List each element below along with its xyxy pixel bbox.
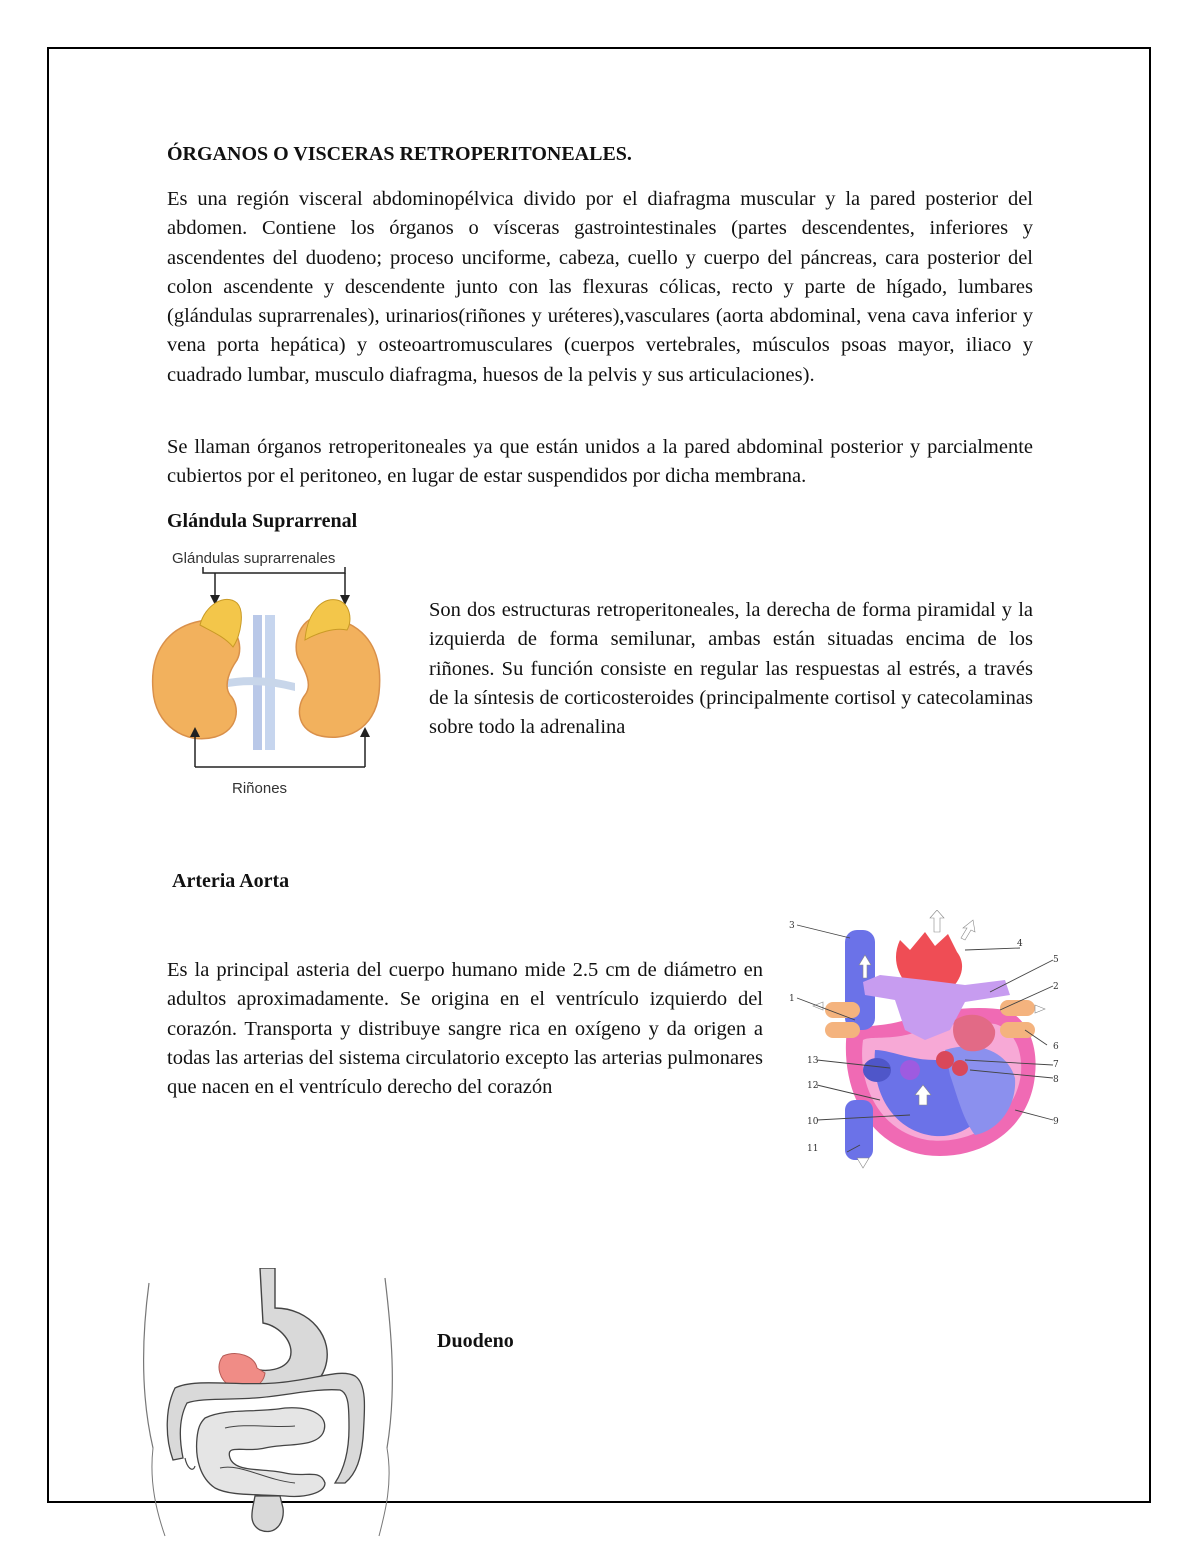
adrenal-figure-bottom-label: Riñones	[232, 780, 288, 797]
adrenal-heading: Glándula Suprarrenal	[167, 510, 358, 532]
adrenal-kidney-figure	[145, 545, 390, 800]
adrenal-figure-top-label: Glándulas suprarrenales	[172, 550, 336, 567]
heart-label-3: 3	[789, 921, 795, 931]
heart-label-7: 7	[1053, 1060, 1059, 1070]
heart-label-11: 11	[807, 1144, 819, 1154]
intro-paragraph-2: Se llaman órganos retroperitoneales ya que están unidos a la pared abdominal posterior y parcialmente cubiertos por el peritoneo, en lugar de estar suspendidos por dicha membrana.	[167, 436, 1033, 488]
heart-label-12: 12	[807, 1081, 819, 1091]
intro-paragraph-1: Es una región visceral abdominopélvica divido por el diafragma muscular y la pared posterior del abdomen. Contiene los órganos o vísceras gastrointestinales (partes descendentes, inferiores y ascendentes del duodeno; proceso unciforme, cabeza, cuello y cuerpo del páncreas, cara posterior del colon ascendente y descendente junto con las flexuras cólicas, recto y parte de hígado, lumbares (glándulas suprarrenales), urinarios(riñones y uréteres),vasculares (aorta abdominal, vena cava inferior y vena porta hepática) y osteoartromusculares (cuerpos vertebrales, músculos psoas mayor, iliaco y cuadrado lumbar, musculo diafragma, huesos de la pelvis y sus articulaciones).	[167, 188, 1033, 386]
heart-diagram	[785, 910, 1065, 1175]
duodeno-heading: Duodeno	[437, 1330, 514, 1352]
aorta-heading: Arteria Aorta	[172, 870, 290, 892]
heart-label-13: 13	[807, 1056, 819, 1066]
heart-label-8: 8	[1053, 1075, 1059, 1085]
document-title: ÓRGANOS O VISCERAS RETROPERITONEALES.	[167, 143, 632, 165]
heart-label-2: 2	[1053, 982, 1059, 992]
heart-label-9: 9	[1053, 1117, 1059, 1127]
heart-label-6: 6	[1053, 1042, 1059, 1052]
adrenal-text: Son dos estructuras retroperitoneales, la derecha de forma piramidal y la izquierda de forma semilunar, ambas están situadas encima de los riñones. Su función consiste en regular las respuestas al estrés, a través de la síntesis de corticosteroides (principalmente cortisol y catecolaminas sobre todo la adrenalina	[429, 599, 1033, 739]
aorta-text: Es la principal asteria del cuerpo humano mide 2.5 cm de diámetro en adultos aproximadamente. Se origina en el ventrículo izquierdo del corazón. Transporta y distribuye sangre rica en oxígeno y da origen a todas las arterias del sistema circulatorio excepto las arterias pulmonares que nacen en el ventrículo derecho del corazón	[167, 959, 763, 1099]
duodenum-figure	[135, 1268, 405, 1540]
heart-label-10: 10	[807, 1117, 819, 1127]
heart-label-1: 1	[789, 994, 795, 1004]
heart-label-4: 4	[1017, 939, 1023, 949]
heart-label-5-top: 5	[1053, 955, 1059, 965]
